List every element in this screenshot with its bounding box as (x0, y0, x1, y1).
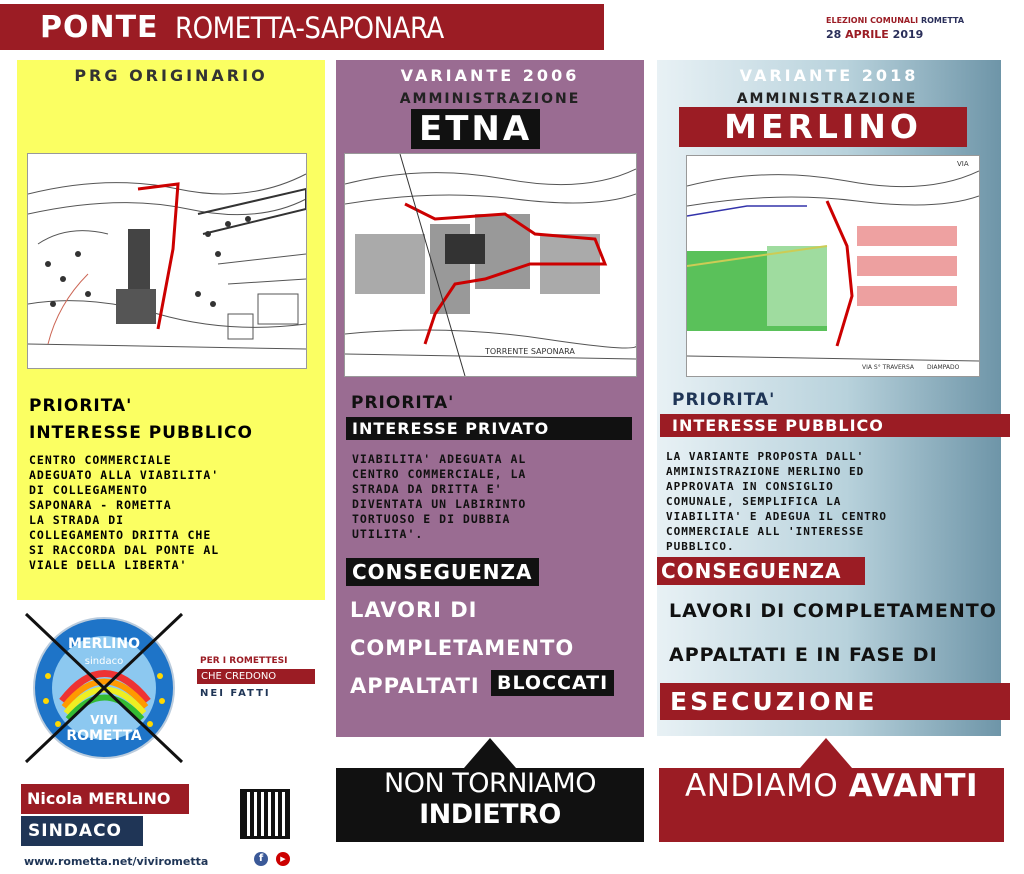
logo-text-bottom1: VIVI (90, 713, 118, 727)
candidate-role: SINDACO (21, 816, 143, 846)
blocked-badge: BLOCCATI (491, 670, 614, 696)
admin-label: AMMINISTRAZIONE (736, 91, 918, 107)
interest-label: INTERESSE PRIVATO (346, 417, 632, 440)
admin-name: ETNA (411, 109, 540, 149)
arrow-up-red (800, 738, 852, 768)
candidate-name: Nicola MERLINO (21, 784, 189, 814)
column-description: CENTRO COMMERCIALE ADEGUATO ALLA VIABILITA' DI COLLEGAMENTO SAPONARA - ROMETTA LA STRADA DI COLLEGAMENTO DRITTA CHE SI RACCORDA DAL PONTE AL VIALE DELLA LIBERTA' (29, 453, 220, 572)
election-date: 28 APRILE 2019 (826, 28, 924, 41)
logo-text-mid: sindaco (84, 656, 124, 667)
column-title: VARIANTE 2006 (400, 66, 580, 85)
map-variante-2006 (344, 153, 637, 377)
column-variante-2018 (657, 60, 1001, 736)
admin-label: AMMINISTRAZIONE (399, 91, 581, 107)
interest-label: INTERESSE PUBBLICO (660, 414, 1010, 437)
column-title: PRG ORIGINARIO (74, 66, 268, 85)
consequence-line-1: LAVORI DI (350, 598, 478, 622)
logo-text-top: MERLINO (67, 636, 141, 652)
slogan-line-1: PER I ROMETTESI (200, 656, 288, 666)
execution-label: ESECUZIONE (660, 683, 1010, 720)
slogan-forward-banner: ANDIAMO AVANTI (659, 768, 1004, 842)
facebook-icon[interactable]: f (254, 852, 268, 866)
elections-label: ELEZIONI COMUNALI ROMETTA (826, 16, 965, 25)
logo-vivi-rometta (18, 606, 190, 770)
column-prg-originario (17, 60, 325, 600)
interest-label: INTERESSE PUBBLICO (29, 423, 253, 443)
map-variante-2018 (686, 155, 980, 377)
slogan-line-2: CHE CREDONO (197, 669, 315, 684)
slogan-line-3: NEI FATTI (200, 688, 271, 699)
map-label-traversa: VIA S° TRAVERSA (862, 364, 915, 371)
header-banner (0, 4, 604, 50)
map-label: TORRENTE SAPONARA (485, 347, 575, 356)
qr-code[interactable] (240, 789, 290, 839)
map-label-diampado: DIAMPADO (927, 364, 960, 371)
consequence-line-2: COMPLETAMENTO (350, 636, 575, 660)
header-title-bold: PONTE (40, 10, 159, 45)
map-label-via: VIA (957, 160, 969, 168)
column-title: VARIANTE 2018 (739, 66, 919, 85)
arrow-up-black (464, 738, 516, 768)
priority-label: PRIORITA' (672, 390, 776, 410)
admin-name: MERLINO (679, 107, 967, 147)
column-variante-2006 (336, 60, 644, 737)
consequence-line-2: APPALTATI E IN FASE DI (669, 644, 938, 666)
slogan-back-banner: NON TORNIAMO INDIETRO (336, 768, 644, 842)
youtube-icon[interactable]: ▶ (276, 852, 290, 866)
priority-label: PRIORITA' (351, 393, 455, 413)
consequence-line-3: APPALTATI (350, 674, 480, 698)
header-title: ROMETTA-SAPONARA (175, 11, 444, 45)
logo-text-bottom2: ROMETTA (66, 728, 142, 744)
column-description: LA VARIANTE PROPOSTA DALL' AMMINISTRAZIONE MERLINO ED APPROVATA IN CONSIGLIO COMUNALE, SEMPLIFICA LA VIABILITA' E ADEGUA IL CENTRO COMMERCIALE ALL 'INTERESSE PUBBLICO. (666, 450, 888, 553)
priority-label: PRIORITA' (29, 396, 133, 416)
consequence-label: CONSEGUENZA (657, 557, 865, 585)
consequence-label: CONSEGUENZA (346, 558, 539, 586)
map-prg-originario (27, 153, 307, 369)
column-description: VIABILITA' ADEGUATA AL CENTRO COMMERCIALE, LA STRADA DA DRITTA E' DIVENTATA UN LABIRINTO TORTUOSO E DI DUBBIA UTILITA'. (352, 452, 527, 541)
website-link[interactable]: www.rometta.net/vivirometta (24, 855, 209, 868)
consequence-line-1: LAVORI DI COMPLETAMENTO (669, 600, 997, 622)
